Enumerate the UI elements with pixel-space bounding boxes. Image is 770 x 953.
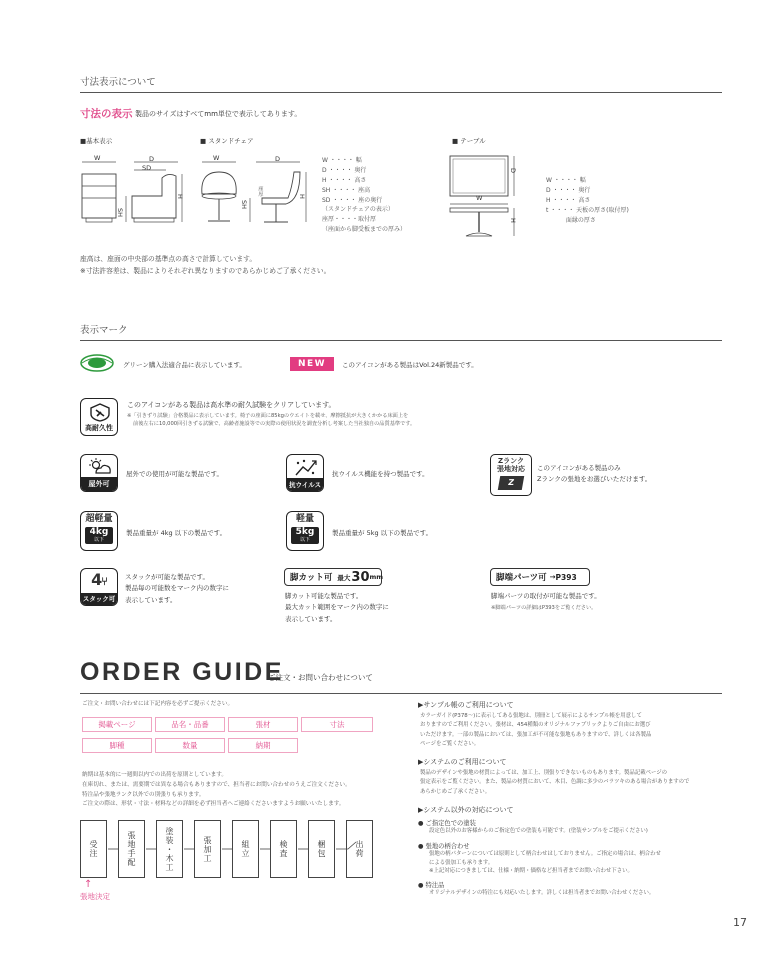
sample-body: カラーガイド(P378〜)に表示してある張地は、別冊として展示によるサンプル帳を用意して おりますのでご利用ください。張材は、454種類のオリジナルファブリックよりご自由にお選び いただけます。一部の製品においては、張加工が不可能な張地もありますので、詳しくは各製品 ページをご覧ください。 <box>420 713 652 748</box>
flow-step-inspection: 検査 <box>270 820 297 878</box>
order-intro: ご注文・お問い合わせには下記内容を必ずご提示ください。 <box>82 701 234 707</box>
pill-product: 品名・品番 <box>155 717 225 732</box>
footparts-note: ※脚端パーツの詳細はP393をご覧ください。 <box>491 605 597 611</box>
flow-step-assembly: 組立 <box>232 820 259 878</box>
dim-d-basic: D <box>149 155 155 163</box>
dim-w-basic: W <box>94 154 101 162</box>
durability-note: ※「引きずり試験」合格製品に表示しています。椅子の座面に85kgのウエイトを載せ、摩擦抵抗が大きくかかる床面上を 前後左右に10,000回引きずる試験で、高齢者施設等での実際の使用状況を調査分析し考案した当社独自の品質基準です。 <box>127 413 416 428</box>
fig-label-table: ■ テーブル <box>452 137 486 145</box>
page-number: 17 <box>733 916 747 929</box>
other-heading: ▶システム以外の対応について <box>418 806 514 814</box>
other-item-custom: ● 特注品 オリジナルデザインの特注にも対応いたします。詳しくは担当者までお問い合わせください。 <box>418 882 655 896</box>
fig-label-stand: ■ スタンドチェア <box>200 137 254 145</box>
dimension-notes: 座高は、座面の中央部の基準点の高さで計算しています。 ※寸法許容差は、製品によりそれぞれ異なりますのであらかじめご了承ください。 <box>80 255 331 275</box>
order-divider <box>80 693 722 694</box>
new-badge: NEW <box>290 357 334 371</box>
durability-text: このアイコンがある製品は高水準の耐久試験をクリアしています。 <box>127 401 336 409</box>
dim-d-stand: D <box>275 155 281 163</box>
green-purchase-text: グリーン購入法適合品に表示しています。 <box>123 361 246 369</box>
ultralight-text: 製品重量が 4kg 以下の製品です。 <box>126 529 227 537</box>
footparts-text: 脚端パーツの取付が可能な製品です。 <box>491 592 601 600</box>
flow-step-order: 受注 <box>80 820 107 878</box>
dim-d-table: D <box>509 168 517 174</box>
antivirus-text: 抗ウイルス機能を持つ製品です。 <box>332 470 429 478</box>
dim-sh-stand: SH <box>240 200 248 210</box>
order-guide-subtitle: ご注文・お問い合わせについて <box>268 673 373 682</box>
outdoor-icon: 屋外可 <box>80 454 118 492</box>
pill-delivery: 納期 <box>228 738 298 753</box>
flow-note: 張地決定 <box>80 892 110 901</box>
dimension-title: 寸法の表示 <box>80 108 133 120</box>
dim-sh-basic: SH <box>116 208 124 218</box>
order-notes: 納期は基本的に一週間以内での出荷を原則としています。 在庫切れ、または、需要期では異なる場合もありますので、担当者にお問い合わせのうえご注文ください。 特注品や張地ランク以外での別張りも承ります。 ご注文の際は、形状・寸法・材料などの詳細を必ず担当者へご連絡くださいますようお願いいたします。 <box>82 772 351 808</box>
dim-w-table: W <box>476 194 483 202</box>
dim-w-stand: W <box>213 154 220 162</box>
stack-icon: 4⑂ スタック可 <box>80 568 118 606</box>
light-icon: 軽量 5kg 以下 <box>286 511 324 551</box>
other-item-pattern: ● 張地の柄合わせ 張地の柄パターンについては原則として柄合わせはしておりません。ご指定の場合は、柄合わせ による張加工も承ります。 ※上記対応につきましては、仕様・納期・価格など担当者までお問い合わせ下さい。 <box>418 843 661 875</box>
outdoor-text: 屋外での使用が可能な製品です。 <box>126 470 223 478</box>
order-guide-title: ORDER GUIDE <box>80 658 284 686</box>
zrank-text: このアイコンがある製品のみ Zランクの張地をお選びいただけます。 <box>537 464 652 484</box>
pill-size: 寸法 <box>301 717 373 732</box>
durability-icon: 高耐久性 <box>80 398 118 436</box>
flow-up-arrow-icon: ↑ <box>84 879 93 890</box>
flow-step-upholster: 張加工 <box>194 820 221 878</box>
dimension-lead: 製品のサイズはすべてmm単位で表示してあります。 <box>135 110 302 118</box>
fig-label-basic: ■基本表示 <box>80 137 113 145</box>
flow-step-paint: 塗装・木工 <box>156 820 183 878</box>
dim-zatsu-stand: 座厚 <box>257 186 264 197</box>
green-purchase-icon <box>80 354 114 372</box>
dim-h-table: H <box>509 218 517 223</box>
chair-legend: W ・・・・ 幅 D ・・・・ 奥行 H ・・・・ 高さ SH ・・・・ 座高 SD ・・・・ 座の奥行 （スタンドチェアの表示） 座厚・・・・取付厚 （座面から脚受板までの厚み） <box>322 157 407 234</box>
dim-sd-basic: SD <box>142 164 152 172</box>
legcut-text: 脚カット可能な製品です。 最大カット範囲をマーク内の数字に 表示しています。 <box>285 592 389 623</box>
pill-fabric: 張材 <box>228 717 298 732</box>
footparts-icon: 脚端パーツ可 → P393 <box>490 568 590 586</box>
system-body: 製品のデザインや張地の材質によっては、加工上、別張りできないものもあります。製品記載ページの 張定表示をご覧ください。また、製品の材質において、木目、色調に多少のバラツキのある場合がありますので あらかじめご了承ください。 <box>420 770 690 795</box>
pill-quantity: 数量 <box>155 738 225 753</box>
ultralight-icon: 超軽量 4kg 以下 <box>80 511 118 551</box>
table-diagram <box>446 150 530 242</box>
antivirus-icon: 抗ウイルス <box>286 454 324 492</box>
dim-h-basic: H <box>176 194 184 199</box>
section-heading-marks: 表示マーク <box>80 322 722 341</box>
stack-text: スタックが可能な製品です。 製品毎の可能数をマーク内の数字に 表示しています。 <box>125 573 229 604</box>
dim-h-stand: H <box>298 194 306 199</box>
other-item-paint: ● ご指定色での塗装 設定色以外のお客様からのご指定色での塗装も可能です。(塗装サンプルをご提示ください) <box>418 820 648 834</box>
zrank-icon: Zランク 張地対応 Z <box>490 454 532 496</box>
table-legend: W ・・・・ 幅 D ・・・・ 奥行 H ・・・・ 高さ t ・・・・ 天板の厚さ(取付厚) 面縁の厚さ <box>546 177 629 224</box>
section-heading-dimensions: 寸法表示について <box>80 74 722 93</box>
system-heading: ▶システムのご利用について <box>418 758 507 766</box>
pill-leg: 脚種 <box>82 738 152 753</box>
flow-step-shipping: 出荷 <box>346 820 373 878</box>
flow-step-packing: 梱包 <box>308 820 335 878</box>
legcut-icon: 脚カット可 最大 30 mm <box>284 568 382 586</box>
pill-page: 掲載ページ <box>82 717 152 732</box>
sample-heading: ▶サンプル帳のご利用について <box>418 701 514 709</box>
new-text: このアイコンがある製品はVol.24新製品です。 <box>342 361 478 369</box>
flow-step-fabric: 張地手配 <box>118 820 145 878</box>
light-text: 製品重量が 5kg 以下の製品です。 <box>332 529 433 537</box>
